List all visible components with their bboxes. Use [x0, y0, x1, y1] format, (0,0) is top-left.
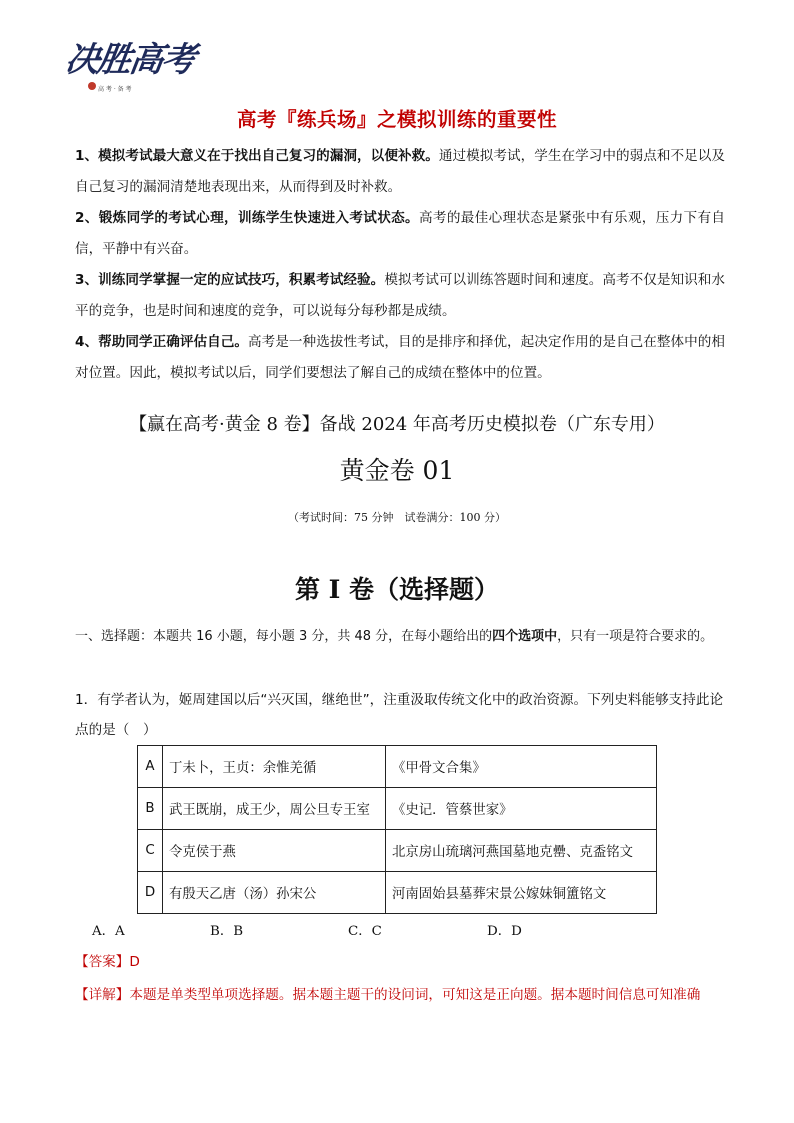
exam-info: （考试时间：75 分钟 试卷满分：100 分） — [288, 511, 506, 524]
point-text: 模拟考试可以训练答题时间和速度。高考不仅是知识和水平的竞争，也是时间和速度的竞争，可以说每分每秒都是成绩。 — [75, 272, 726, 319]
row-content: 有殷天乙唐（汤）孙宋公 — [163, 872, 386, 914]
choice-b[interactable]: B．B — [210, 924, 244, 939]
choice-c[interactable]: C．C — [348, 924, 382, 939]
logo-title: 决胜高考 — [62, 40, 197, 80]
logo-dot-icon — [88, 82, 96, 90]
point-4 — [75, 327, 725, 389]
point-text: 通过模拟考试，学生在学习中的弱点和不足以及自己复习的漏洞清楚地表现出来，从而得到及时补救。 — [75, 148, 725, 195]
row-content: 武王既崩，成王少，周公旦专王室 — [163, 788, 386, 830]
point-3 — [75, 265, 725, 327]
question-1: 1．有学者认为，姬周建国以后“兴灭国，继绝世”，注重汲取传统文化中的政治资源。下列史料能够支持此论点的是（ ） — [75, 692, 724, 738]
row-label: D — [138, 872, 163, 914]
row-content: 丁未卜，王贞：余惟羌循 — [163, 746, 386, 788]
detail-text: 本题是单类型单项选择题。据本题主题干的设问词，可知这是正向题。据本题时间信息可知准确 — [129, 987, 701, 1003]
point-bold: 3、训练同学掌握一定的应试技巧，积累考试经验。 — [75, 272, 385, 288]
section-suffix: ，只有一项是符合要求的。 — [557, 629, 714, 644]
volume-title: 第 I 卷（选择题） — [294, 575, 500, 604]
paper-title: 黄金卷 01 — [339, 456, 455, 485]
detail — [75, 983, 735, 1003]
choice-d[interactable]: D．D — [487, 924, 522, 939]
answer-tag: 【答案】 — [75, 954, 130, 970]
table-row — [138, 830, 657, 872]
point-bold: 4、帮助同学正确评估自己。 — [75, 334, 249, 350]
series-title: 【赢在高考·黄金 8 卷】备战 2024 年高考历史模拟卷（广东专用） — [129, 414, 665, 435]
point-text: 高考的最佳心理状态是紧张中有乐观，压力下有自信，平静中有兴奋。 — [75, 210, 725, 257]
point-bold: 1、模拟考试最大意义在于找出自己复习的漏洞，以便补救。 — [75, 148, 439, 164]
logo — [62, 30, 197, 108]
source-table — [137, 745, 657, 914]
point-text: 高考是一种选拔性考试，目的是排序和择优，起决定作用的是自己在整体中的相对位置。因此，模拟考试以后，同学们要想法了解自己的成绩在整体中的位置。 — [75, 334, 726, 381]
table-row — [138, 746, 657, 788]
choice-a[interactable]: A．A — [92, 924, 125, 939]
table-row — [138, 788, 657, 830]
row-source: 河南固始县墓葬宋景公嫁妹铜簠铭文 — [386, 872, 657, 914]
point-2 — [75, 203, 725, 265]
answer — [75, 950, 140, 970]
row-label: B — [138, 788, 163, 830]
section-prefix: 一、选择题：本题共 16 小题，每小题 3 分，共 48 分，在每小题给出的 — [75, 629, 493, 644]
row-source: 《甲骨文合集》 — [386, 746, 657, 788]
headline: 高考『练兵场』之模拟训练的重要性 — [236, 108, 557, 131]
answer-value: D — [129, 954, 140, 970]
section-instructions — [75, 622, 725, 651]
logo-subtitle: 高 考 · 备 考 — [98, 86, 132, 93]
row-source: 《史记．管蔡世家》 — [386, 788, 657, 830]
row-content: 令克侯于燕 — [163, 830, 386, 872]
row-label: C — [138, 830, 163, 872]
row-label: A — [138, 746, 163, 788]
row-source: 北京房山琉璃河燕国墓地克罍、克盉铭文 — [386, 830, 657, 872]
point-bold: 2、锻炼同学的考试心理，训练学生快速进入考试状态。 — [75, 210, 419, 226]
section-bold: 四个选项中 — [492, 629, 558, 644]
point-1 — [75, 141, 725, 203]
table-row — [138, 872, 657, 914]
detail-tag: 【详解】 — [75, 987, 130, 1003]
